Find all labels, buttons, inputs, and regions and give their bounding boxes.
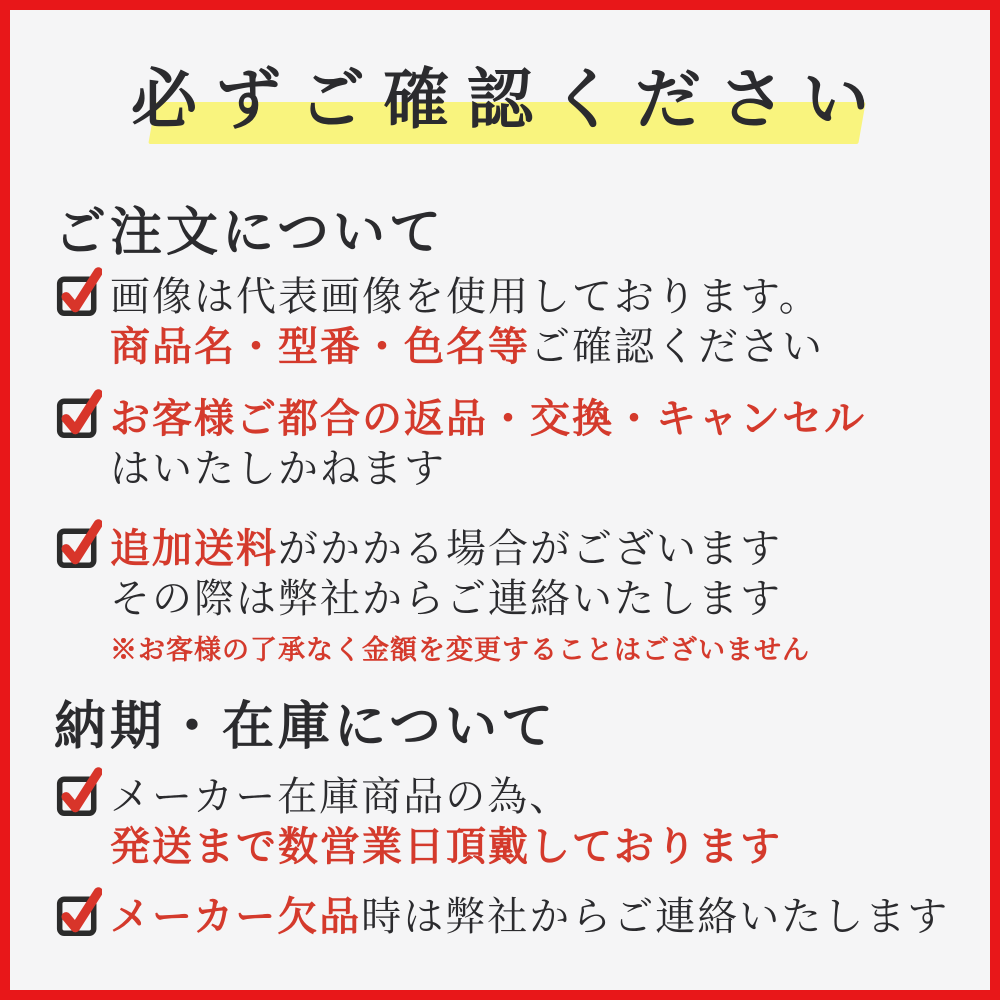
notice-line (110, 574, 810, 624)
notice-text (110, 892, 949, 942)
notice-disclaimer: ※お客様の了承なく金額を変更することはございません (110, 635, 810, 665)
notice-item (56, 394, 866, 494)
notice-text-segment: 発送まで数営業日頂戴しております (110, 824, 782, 869)
page-title: 必ずご確認ください (131, 64, 887, 137)
notice-item (56, 524, 810, 667)
notice-line (110, 772, 782, 822)
notice-text-segment: その際は弊社からご連絡いたします (110, 576, 782, 621)
notice-line (110, 444, 866, 494)
notice-line (110, 394, 866, 444)
notice-line (110, 524, 810, 574)
notice-text (110, 272, 824, 372)
checkbox-checked-icon (56, 266, 102, 320)
notice-line (110, 822, 782, 872)
notice-line (110, 892, 949, 942)
checkbox-checked-icon (56, 886, 102, 940)
checkbox-checked-icon (56, 388, 102, 442)
notice-text-segment: 時は弊社からご連絡いたします (361, 894, 950, 939)
notice-text (110, 524, 810, 667)
notice-text-segment: ご確認ください (530, 324, 824, 369)
notice-text (110, 394, 866, 494)
notice-text-segment: お客様ご都合の返品・交換・キャンセル (110, 396, 866, 441)
notice-text (110, 772, 782, 872)
notice-text-segment: はいたしかねます (110, 446, 446, 491)
notice-text-segment: メーカー在庫商品の為、 (110, 774, 572, 819)
notice-line (110, 272, 824, 322)
section-heading-order: ご注文について (54, 205, 445, 262)
notice-text-segment: がかかる場合がございます (278, 526, 782, 571)
notice-text-segment: メーカー欠品 (110, 894, 362, 939)
title-block (10, 46, 990, 156)
notice-item (56, 892, 949, 942)
section-heading-stock: 納期・在庫について (54, 699, 557, 756)
notice-item (56, 272, 824, 372)
checkbox-checked-icon (56, 518, 102, 572)
notice-line (110, 322, 824, 372)
notice-item (56, 772, 782, 872)
notice-text-segment: 追加送料 (110, 526, 278, 571)
checkbox-checked-icon (56, 766, 102, 820)
notice-text-segment: 画像は代表画像を使用しております。 (110, 274, 821, 319)
notice-text-segment: 商品名・型番・色名等 (110, 324, 530, 369)
